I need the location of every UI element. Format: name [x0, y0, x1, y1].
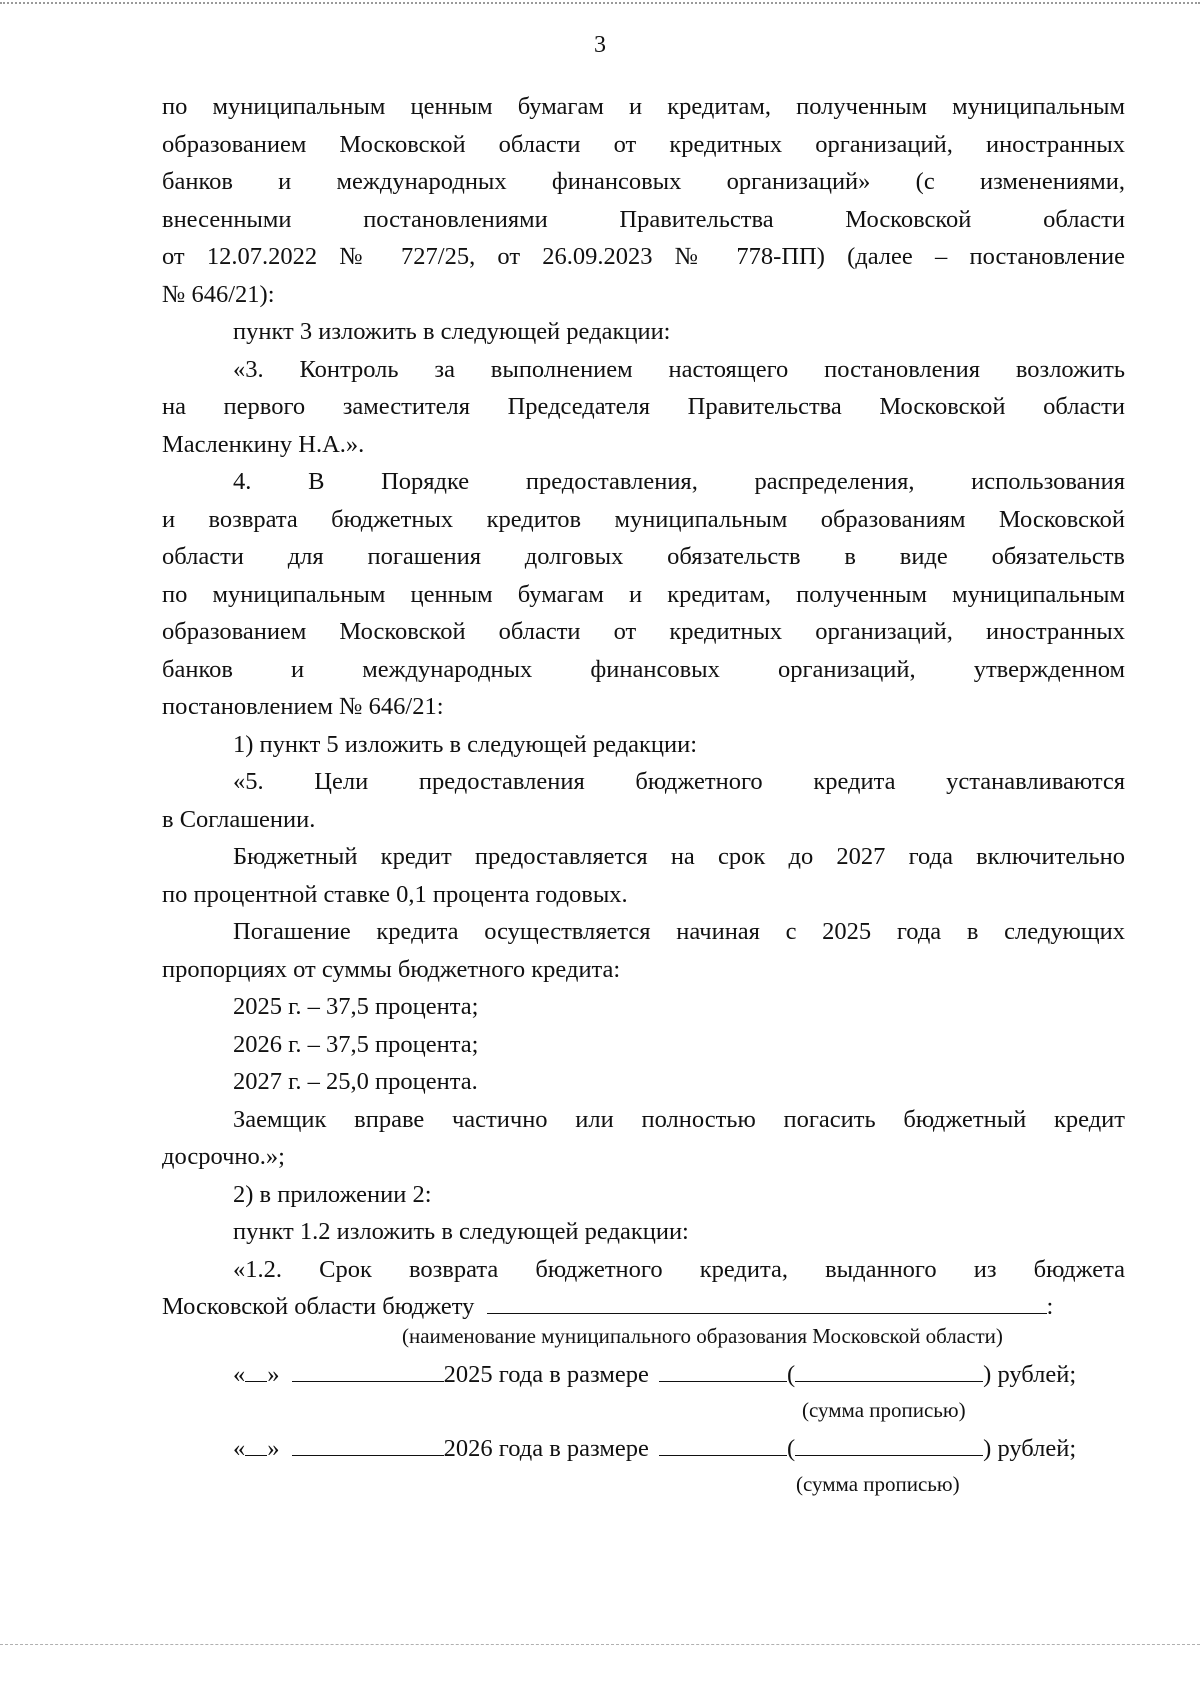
paragraph-line: внесенными постановлениями Правительства Московской области	[162, 205, 1125, 233]
rubles-label: ) рублей;	[983, 1361, 1077, 1388]
paragraph-line: на первого заместителя Председателя Правительства Московской области	[162, 393, 1125, 420]
colon: :	[1046, 1293, 1054, 1320]
repayment-row-2025	[233, 1356, 1133, 1394]
paragraph-line: Заемщик вправе частично или полностью погасить бюджетный кредит	[233, 1105, 1125, 1133]
schedule-item: 2027 г. – 25,0 процента.	[233, 1068, 478, 1095]
municipality-name-blank[interactable]	[487, 1312, 1047, 1314]
paragraph-line: «1.2. Срок возврата бюджетного кредита, выданного из бюджета	[233, 1255, 1125, 1283]
paragraph-line: пропорциях от суммы бюджетного кредита:	[162, 955, 621, 983]
paragraph-line: «3. Контроль за выполнением настоящего постановления возложить	[233, 355, 1125, 383]
paragraph-line: банков и международных финансовых организаций, утвержденном	[162, 655, 1125, 683]
paragraph-line: досрочно.»;	[162, 1143, 285, 1170]
paragraph-line: области для погашения долговых обязательств в виде обязательств	[162, 543, 1125, 570]
amount-digits-blank[interactable]	[659, 1454, 787, 1456]
paragraph-line: и возврата бюджетных кредитов муниципальным образованиям Московской	[162, 505, 1125, 533]
document-body	[162, 88, 1125, 1326]
paragraph-line: банков и международных финансовых организаций» (с изменениями,	[162, 168, 1125, 195]
paragraph-line: постановлением № 646/21:	[162, 693, 444, 720]
paragraph-line: Масленкину Н.А.».	[162, 430, 365, 458]
paragraph-line: 4. В Порядке предоставления, распределения, использования	[233, 468, 1125, 495]
amount-digits-blank[interactable]	[659, 1380, 787, 1382]
repayment-row-2026	[233, 1430, 1133, 1468]
quote-open: «	[233, 1361, 246, 1388]
paragraph-line: в Соглашении.	[162, 805, 316, 833]
schedule-item: 2026 г. – 37,5 процента;	[233, 1030, 479, 1058]
paragraph-line: по процентной ставке 0,1 процента годовых.	[162, 880, 628, 908]
paragraph-line: пункт 3 изложить в следующей редакции:	[233, 318, 671, 345]
quote-close: »	[267, 1361, 280, 1388]
paragraph-line: от 12.07.2022 № 727/25, от 26.09.2023 № 778-ПП) (далее – постановление	[162, 243, 1125, 270]
paragraph-line: 2) в приложении 2:	[233, 1180, 432, 1208]
page-number: 3	[594, 32, 606, 58]
paren-open: (	[786, 1361, 796, 1388]
month-blank[interactable]	[292, 1380, 444, 1382]
year-text: 2025 года в размере	[443, 1361, 649, 1388]
scan-edge-bottom	[0, 1644, 1200, 1645]
amount-words-blank[interactable]	[795, 1454, 983, 1456]
rubles-label: ) рублей;	[983, 1435, 1077, 1462]
paragraph-line: Бюджетный кредит предоставляется на срок до 2027 года включительно	[233, 843, 1125, 870]
paren-open: (	[786, 1435, 796, 1462]
day-blank[interactable]	[245, 1454, 267, 1456]
paragraph-line: образованием Московской области от кредитных организаций, иностранных	[162, 130, 1125, 158]
budget-label: Московской области бюджету	[162, 1293, 475, 1320]
municipality-caption: (наименование муниципального образования Московской области)	[402, 1324, 1003, 1348]
paragraph-line: по муниципальным ценным бумагам и кредитам, полученным муниципальным	[162, 93, 1125, 120]
scan-edge-top	[0, 2, 1200, 4]
municipality-blank-row	[162, 1288, 1125, 1326]
quote-open: «	[233, 1435, 246, 1462]
amount-words-blank[interactable]	[795, 1380, 983, 1382]
amount-caption: (сумма прописью)	[796, 1472, 960, 1496]
paragraph-line: по муниципальным ценным бумагам и кредитам, полученным муниципальным	[162, 580, 1125, 608]
day-blank[interactable]	[245, 1380, 267, 1382]
year-text: 2026 года в размере	[443, 1435, 649, 1462]
paragraph-line: Погашение кредита осуществляется начиная с 2025 года в следующих	[233, 918, 1125, 945]
month-blank[interactable]	[292, 1454, 444, 1456]
paragraph-line: № 646/21):	[162, 280, 275, 308]
paragraph-line: пункт 1.2 изложить в следующей редакции:	[233, 1218, 689, 1245]
paragraph-line: «5. Цели предоставления бюджетного кредита устанавливаются	[233, 768, 1125, 795]
schedule-item: 2025 г. – 37,5 процента;	[233, 993, 479, 1020]
paragraph-line: 1) пункт 5 изложить в следующей редакции:	[233, 730, 698, 758]
quote-close: »	[267, 1435, 280, 1462]
amount-caption: (сумма прописью)	[802, 1398, 966, 1422]
paragraph-line: образованием Московской области от кредитных организаций, иностранных	[162, 618, 1125, 645]
